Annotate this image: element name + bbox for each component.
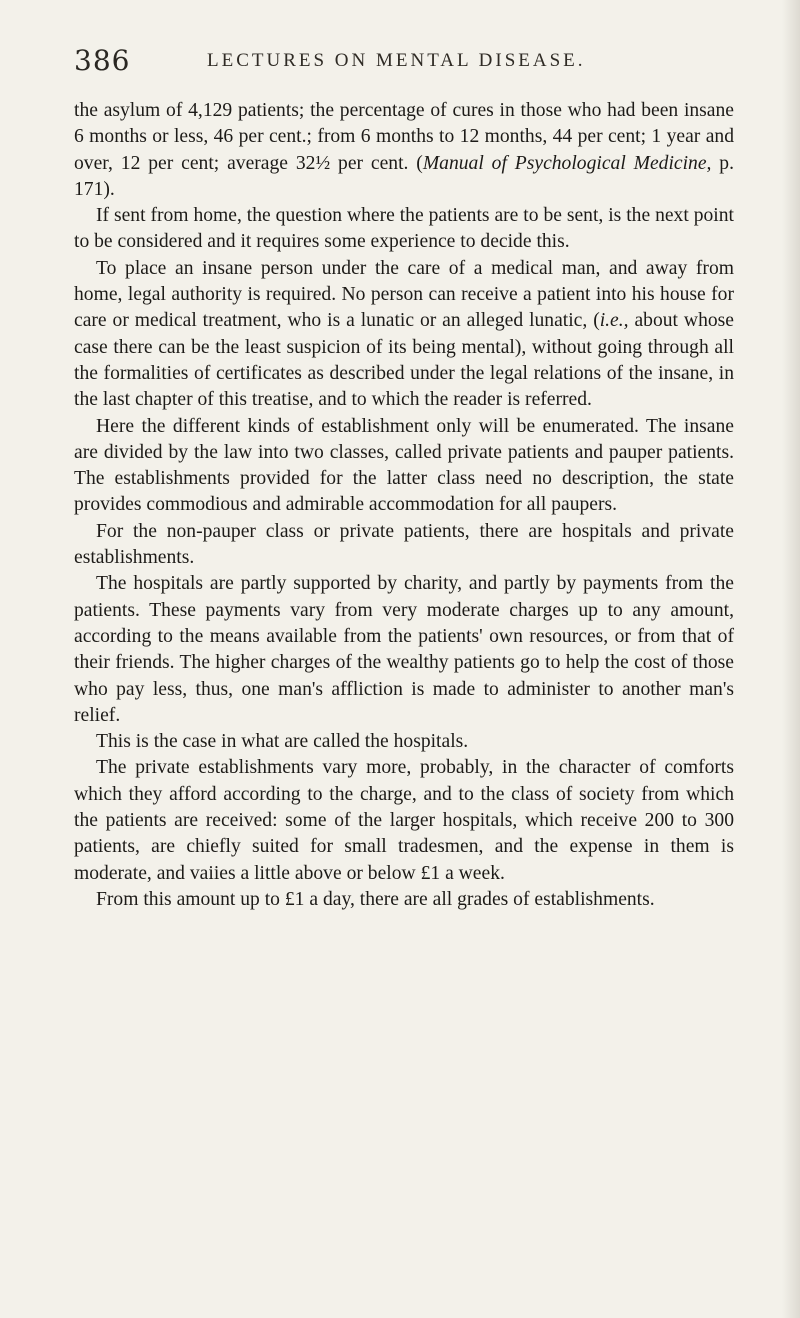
running-title: LECTURES ON MENTAL DISEASE.: [207, 50, 586, 71]
page-number: 386: [74, 44, 131, 77]
paragraph-3-after: about whose case there can be the least suspicion of its being mental), without going through all the formalities of certificates as described under the legal relations of the insane, in the last chapter of this treatise, and to which the reader is referred.: [74, 310, 734, 411]
paragraph-7: This is the case in what are called the hospitals.: [96, 731, 469, 753]
paragraph-8: The private establishments vary more, probably, in the character of comforts which they afford according to the charge, and to the class of society from which the patients are received: some of the larger hospitals, which receive 200 to 300 patients, are chiefly suited for small tradesmen, and the expense in them is moderate, and vaiies a little above or below £1 a week.: [74, 757, 734, 884]
paragraph-1: [74, 98, 734, 203]
citation-title: Manual of Psychological Medicine,: [422, 152, 712, 174]
paragraph-3-before: To place an insane person under the care of a medical man, and away from home, legal authority is required. No person can receive a patient into his house for care or medical treatment, who is a lunatic or an alleged lunatic, (: [74, 257, 734, 332]
paragraph-4: Here the different kinds of establishment only will be enumerated. The insane are divided by the law into two classes, called private patients and pauper patients. The establishments provided for the latter class need no description, the state provides commodious and admirable accommodation for all paupers.: [74, 415, 734, 516]
paragraph-3: [74, 256, 734, 414]
paragraph-3-ie: i.e.,: [599, 310, 629, 332]
paragraph-9: From this amount up to £1 a day, there are all grades of establishments.: [96, 888, 655, 910]
body-text: [74, 98, 734, 913]
running-head: [74, 44, 734, 84]
page-edge-shadow: [782, 0, 800, 1318]
paragraph-6: The hospitals are partly supported by charity, and partly by payments from the patients. These payments vary from very moderate charges up to any amount, according to the means available from the patients' own resources, or from that of their friends. The higher charges of the wealthy patients go to help the cost of those who pay less, thus, one man's affliction is made to administer to another man's relief.: [74, 573, 734, 726]
paragraph-5: For the non-pauper class or private patients, there are hospitals and private establishments.: [74, 520, 734, 569]
paragraph-2: If sent from home, the question where the patients are to be sent, is the next point to be considered and it requires some experience to decide this.: [74, 205, 734, 253]
citation-page: p. 171).: [74, 152, 735, 200]
paragraph-1-text: the asylum of 4,129 patients; the percentage of cures in those who had been insane 6 months or less, 46 per cent.; from 6 months to 12 months, 44 per cent; 1 year and over, 12 per cent; average 32½ per cent. (: [74, 100, 734, 174]
